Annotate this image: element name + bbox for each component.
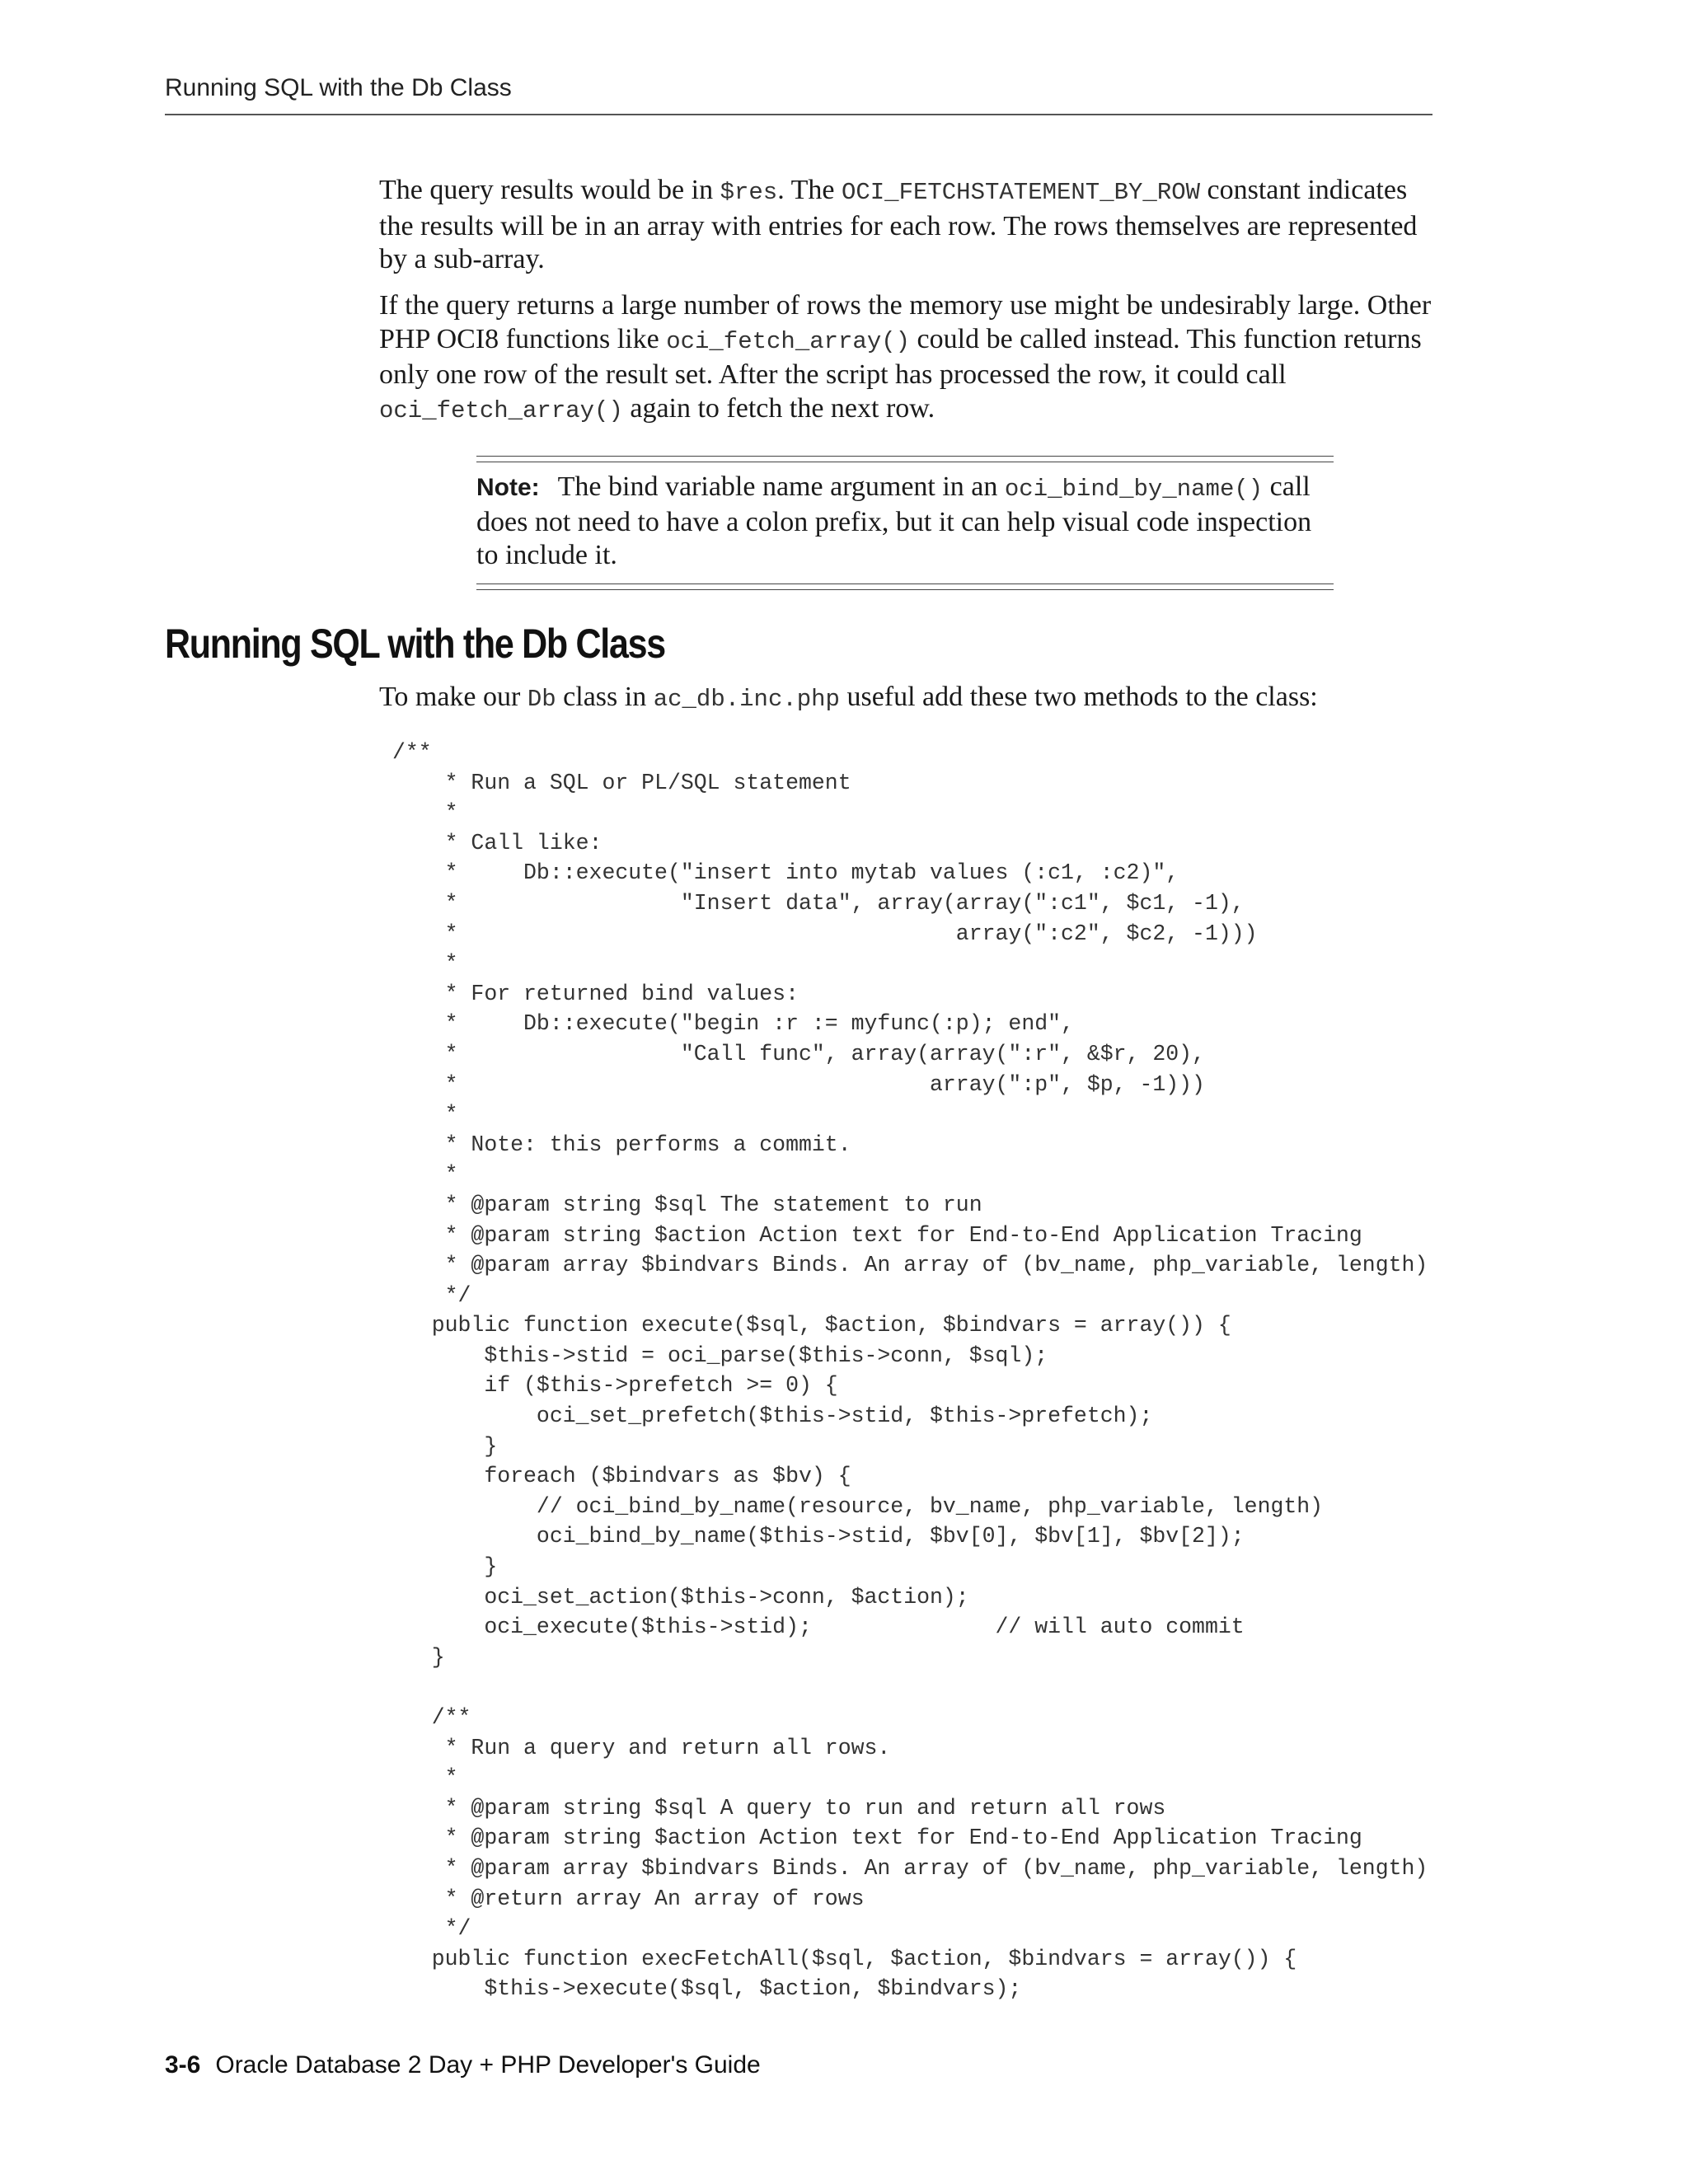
code-line: */ [392,1916,471,1942]
code-line: * @param string $action Action text for End-to-End Application Tracing [392,1222,1362,1248]
code-line: * Note: this performs a commit. [392,1132,851,1157]
code-line: foreach ($bindvars as $bv) { [392,1464,851,1489]
page-number: 3-6 [165,2051,201,2079]
code-line: * [392,800,458,826]
text: The query results would be in [379,175,720,205]
note-box [476,456,1334,591]
header-rule [165,114,1432,115]
page-footer [165,2051,761,2079]
code-line: * Db::execute("begin :r := myfunc(:p); end", [392,1011,1074,1037]
code-line [392,1672,1428,1703]
code-line: * Db::execute("insert into mytab values (:c1, :c2)", [392,860,1179,886]
code-inline-bind-by-name: oci_bind_by_name() [1004,476,1264,503]
code-line: * [392,951,458,977]
section-heading: Running SQL with the Db Class [165,621,665,667]
code-line: * For returned bind values: [392,981,799,1006]
code-line: * @return array An array of rows [392,1886,865,1911]
code-line: * @param array $bindvars Binds. An array of (bv_name, php_variable, length) [392,1253,1428,1278]
code-line: /** [392,740,432,765]
code-line: * array(":c2", $c2, -1))) [392,921,1258,946]
note-rule-bottom [476,583,1334,584]
code-inline-fetch-array: oci_fetch_array() [379,396,623,424]
code-line: * @param string $sql The statement to run [392,1192,982,1217]
code-line: $this->execute($sql, $action, $bindvars); [392,1976,1022,2002]
code-line: * @param array $bindvars Binds. An array of (bv_name, php_variable, length) [392,1855,1428,1881]
text: useful add these two methods to the class: [839,682,1318,712]
code-inline-filename: ac_db.inc.php [653,686,840,713]
paragraph-memory-use [379,289,1442,428]
code-inline-fetch-array: oci_fetch_array() [666,327,911,355]
code-block [392,738,1428,2004]
paragraph-intro [379,681,1442,717]
note-text [476,471,1334,572]
text: To make our [379,682,528,712]
code-line: /** [392,1705,471,1730]
code-inline-db: Db [527,686,556,713]
code-line: oci_execute($this->stid); // will auto commit [392,1615,1245,1640]
note-rule-top [476,456,1334,457]
code-line: * [392,1765,458,1791]
code-line: oci_set_prefetch($this->stid, $this->prefetch); [392,1404,1153,1429]
code-line: * Call like: [392,830,603,855]
text: could be called instead. This function returns only one row of the result set. After the script has processed the row, it could call [379,323,1422,390]
code-inline-constant: OCI_FETCHSTATEMENT_BY_ROW [841,179,1201,206]
code-line: $this->stid = oci_parse($this->conn, $sql); [392,1343,1048,1368]
text: . The [777,175,842,205]
text: If the query returns a large number of rows the memory use might be undesirably large. Other PHP OCI8 functions like [379,290,1432,354]
code-line: public function execute($sql, $action, $bindvars = array()) { [392,1313,1231,1338]
code-line: } [392,1644,445,1670]
code-line: * Run a query and return all rows. [392,1735,891,1760]
text: again to fetch the next row. [622,392,935,424]
text: call does not need to have a colon prefix, but it can help visual code inspection to include it. [476,471,1312,570]
code-line: } [392,1554,498,1580]
code-line: oci_set_action($this->conn, $action); [392,1584,969,1610]
code-line: * Run a SQL or PL/SQL statement [392,770,851,795]
code-line: public function execFetchAll($sql, $action, $bindvars = array()) { [392,1946,1297,1971]
code-line: * [392,1162,458,1188]
code-inline-res: $res [720,179,778,206]
note-label: Note: [476,474,540,501]
text: constant indicates the results will be in an array with entries for each row. The rows themselves are represented by a sub-array. [379,175,1418,274]
code-line: * array(":p", $p, -1))) [392,1071,1205,1097]
code-line: * @param string $sql A query to run and return all rows [392,1795,1166,1821]
running-header: Running SQL with the Db Class [165,74,512,101]
paragraph-query-results [379,174,1442,277]
code-line: * "Call func", array(array(":r", &$r, 20), [392,1041,1205,1066]
book-title: Oracle Database 2 Day + PHP Developer's Guide [215,2051,761,2079]
code-line: oci_bind_by_name($this->stid, $bv[0], $bv[1], $bv[2]); [392,1524,1245,1549]
code-line: if ($this->prefetch >= 0) { [392,1373,838,1399]
code-line: * [392,1102,458,1127]
text: class in [556,682,654,712]
code-line: * @param string $action Action text for End-to-End Application Tracing [392,1825,1362,1851]
code-line: * "Insert data", array(array(":c1", $c1, -1), [392,890,1245,916]
code-line: */ [392,1282,471,1308]
note-rule-bottom [476,589,1334,590]
code-line: } [392,1433,498,1459]
text: The bind variable name argument in an [557,471,1005,502]
code-line: // oci_bind_by_name(resource, bv_name, php_variable, length) [392,1493,1324,1519]
